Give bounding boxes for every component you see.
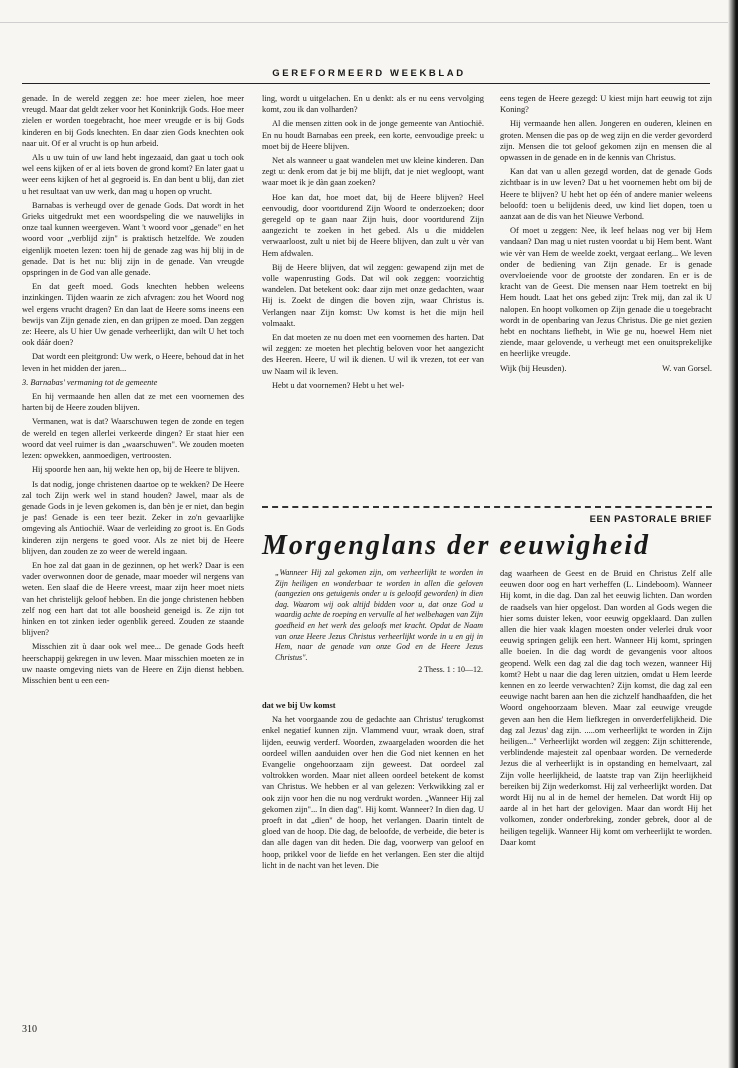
quote-reference: 2 Thess. 1 : 10—12. xyxy=(418,665,483,675)
paragraph: Hebt u dat voornemen? Hebt u het wel- xyxy=(272,380,405,390)
paragraph: En dat moeten ze nu doen met een voornemen des harten. Dat wil zeggen: ze moeten het plechtig beloven voor het aangezicht des Heeren. Heere, U wil ik dienen. U wil ik vrezen, tot eer van uw Naam wil ik leven. xyxy=(262,333,484,376)
page-edge-shadow xyxy=(728,0,738,1068)
paragraph: Barnabas is verheugd over de genade Gods. Dat wordt in het Grieks uitgedrukt met een woordspeling die we nauwelijks in onze taal kunnen weergeven. Want 't woord voor „genade" en het woord voor „verblijd zijn" is praktisch hetzelfde. We zouden eigenlijk moeten lezen: toen hij de genade zag was hij blij in de genade. Dat is het nu: blij zijn in de genade. Van vreugde opspringen in de God van alle genade. xyxy=(22,200,244,278)
paragraph: Hoe kan dat, hoe moet dat, bij de Heere blijven? Heel eenvoudig, door voortdurend Zijn Woord te onderzoeken; door geregeld op te gaan naar Zijn huis, door voortdurend Zijn aangezicht te zoeken in het gebed. Als u die middelen verwaarloost, zult u niet bij de Heere blijven, dan zult u vèr van Hem afdwalen. xyxy=(262,192,484,258)
paragraph: En hoe zal dat gaan in de gezinnen, op het werk? Daar is een vader overwonnen door de genade, maar moeder wil nergens van weten. Een slaaf die de Heere vreest, maar zijn heer moet niets van het christelijk geloof hebben. En die jonge christenen hebben zelf nog een hart dat tot alle boosheid geneigd is. Ze zijn tot hinken en tot zinken ieder ogenblik gereed. Zouden ze staande blijven? xyxy=(22,560,244,638)
paragraph: eens tegen de Heere gezegd: U kiest mijn hart eeuwig tot zijn Koning? xyxy=(500,94,712,115)
column-3 xyxy=(500,93,712,374)
subheading: dat we bij Uw komst xyxy=(262,701,336,710)
paragraph: Dat wordt een pleitgrond: Uw werk, o Heere, behoud dat in het leven in het midden der jaren... xyxy=(22,352,244,373)
paragraph: Is dat nodig, jonge christenen daartoe op te wekken? De Heere zal toch Zijn werk wel in stand houden? Jawel, maar als de genade Gods in je leven gekomen is, dan bèn je er niet, dan begin je pas! Genade is een teer bezit. Zeker in zo'n gevaarlijke omgeving als Antiochië. Waar de verleiding zo groot is. En Gods kinderen zijn nergens te goed voor. Als ze niet bij de Heere blijven, dan zouden ze zo weer de wereld ingaan. xyxy=(22,479,244,556)
article-divider xyxy=(262,506,712,508)
paragraph: Of moet u zeggen: Nee, ik leef helaas nog ver bij Hem vandaan? Dan mag u niet rusten voordat u bij Hem bent. Want wie vèr van Hem de weelde zoekt, vergaat eerlang... We leven onder de bediening van Zijn genade. Er is genade overvloeiende voor de grootste der zondaren. En er is de kracht van de Geest. Die mensen naar Hem toetrekt en bij Hem houdt. Laat het ons gebed zijn: Trek mij, dan zal ik U nalopen. En hoopt volkomen op Zijn genade die u toegebracht wordt in de openbaring van Jezus Christus. Die ge niet gezien hebt en nochtans liefhebt, in Wie ge nu, hoewel Hem niet ziende, maar gelovende, u verheugt met een onuitsprekelijke en heerlijke vreugde. xyxy=(500,226,712,359)
paragraph: En dat geeft moed. Gods knechten hebben weleens inzinkingen. Tijden waarin ze zich afvragen: zou het Woord nog wel ergens vrucht dragen? En dan laat de Heere soms ineens een bewijs van Zijn genade zien, en dan grijpen ze moed. Dan zeggen ze: Heere, als U hier Uw genade verheerlijkt, dan wilt U het toch ook dáár doen? xyxy=(22,282,244,348)
signature-place: Wijk (bij Heusden). xyxy=(500,363,567,373)
signature-name: W. van Gorsel. xyxy=(662,363,712,373)
scripture-quote xyxy=(275,568,483,676)
paragraph: Na het voorgaande zou de gedachte aan Christus' terugkomst enkel negatief kunnen zijn. Vlammend vuur, wraak doen, straf lijden, eeuwig verderf. Woorden, zwaargeladen woorden die het oordeel willen aanduiden over hen die God niet kennen en het Evangelie ongehoorzaam zijn geweest. Dat oordeel zal voltrokken worden. Maar niet alleen oordeel betekent de komst van Christus. We hebben er al van gelezen: Verkwikking zal er ook zijn voor hen die nu nog verdrukt worden. „Wanneer Hij zal gekomen zijn"... In dien dag". Hij komt. Wanneer? In dien dag. U proeft in dat „dien" de hoop, het verlangen. Daarin tintelt de gloed van de hoop. Die dag, de beloofde, de verbeide, die beter is dan alle dagen van dit heden. Die dag, voorwerp van geloof en hoop, prikkel voor de liefde en het verlangen. Een ster die altijd licht in de nacht van het leven. Die xyxy=(262,715,484,870)
paragraph: En hij vermaande hen allen dat ze met een voornemen des harten bij de Heere zouden blijven. xyxy=(22,392,244,413)
header-rule xyxy=(22,83,710,84)
article-kicker: EEN PASTORALE BRIEF xyxy=(589,514,712,525)
running-header: GEREFORMEERD WEEKBLAD xyxy=(272,68,466,79)
quote-text: „Wanneer Hij zal gekomen zijn, om verheerlijkt te worden in Zijn heiligen en wonderbaar te worden in allen die geloven (aangezien ons getuigenis onder u is geloofd geworden) in dien dag. Waarom wij ook altijd bidden voor u, dat onze God u waardig achte de roeping en vervulle al het welbehagen van Zijn goedheid en het werk des geloofs met kracht. Opdat de Naam van onze Heere Jezus Christus verheerlijkt worde in u en gij in Hem, naar de genade van onze God en de Heere Jezus Christus". xyxy=(275,568,483,662)
paragraph: Vermanen, wat is dat? Waarschuwen tegen de zonde en tegen de wereld en tegen allerlei verkeerde dingen? Er staat hier een woord dat veel ruimer is dan „waarschuwen". We zouden moeten lezen: opwekken, aanmoedigen, vertroosten. xyxy=(22,417,244,461)
page-number: 310 xyxy=(22,1024,37,1035)
paragraph: Kan dat van u allen gezegd worden, dat de genade Gods zichtbaar is in uw leven? Dat u het voornemen hebt om bij de Heere te blijven? U hebt het op één of andere manier weleens beloofd: toen u belijdenis deed, uw kind liet dopen, toen u aanzat aan de dis van het Nieuwe Verbond. xyxy=(500,167,712,222)
paragraph: Hij vermaande hen allen. Jongeren en ouderen, kleinen en groten. Mensen die pas op de weg zijn en die verder gevorderd zijn. Mensen die tot geloof gekomen zijn en mensen die al opwassen in de genade en in de kennis van Christus. xyxy=(500,119,712,163)
article-column-1 xyxy=(262,700,484,874)
paragraph: Al die mensen zitten ook in de jonge gemeente van Antiochië. En nu houdt Barnabas een preek, een korte, eenvoudige preek: u moet bij de Heere blijven. xyxy=(262,119,484,151)
paragraph: Net als wanneer u gaat wandelen met uw kleine kinderen. Dan zegt u: denk erom dat je bij me blijft, dat je niet wegloopt, want waar moet ik je dàn gaan zoeken? xyxy=(262,156,484,188)
paragraph: genade. In de wereld zeggen ze: hoe meer zielen, hoe meer vreugd. Maar dat geldt zeker voor het Koninkrijk Gods. Hoe meer zielen er worden toegebracht, hoe meer vreugde er is bij Gods kinderen en bij Gods knechten. En daar zien Gods knechten ook naar uit. Of er al vrucht is op hun arbeid. xyxy=(22,94,244,148)
signature xyxy=(500,363,712,374)
paragraph: Hij spoorde hen aan, hij wekte hen op, bij de Heere te blijven. xyxy=(32,465,240,475)
paragraph: dag waarheen de Geest en de Bruid en Christus Zelf alle eeuwen door oog en hart verheffen (L. Lindeboom). Wanneer Hij komt, in die dag. Dan zal het eeuwig lichten. Dan worden de raadsels van hier opgelost. Dan worden al Gods wegen die hier soms duister leken, voor eeuwig opgeklaard. Dan zullen allen die hier vaak klagen moesten onder velerlei druk voor eeuwig springen gelijk een hert. Wanneer Hij komt, springen alle boeien. In die dag wordt de gevangenis voor altoos geopend. Welk een dag zal die dag toch wezen, wanneer Hij komt? Hebt u naar die dag leren uitzien, omdat u Hem leerde kennen en zo leerde verwachten? Zijn komst, die dag zal een eeuwige nacht baren aan hen die zichzelf handhaafden, die het Woord ongehoorzaam bleven. Maar zal eeuwige vreugde geven aan hen die Hem liefkregen in onverderfelijkheid. Die dag zal Jezus' dag zijn. .....om verheerlijkt te worden in Zijn heiligen..." Verheerlijkt worden wil zeggen: Zijn schitterende, verblindende majesteit zal openbaar worden. De vernederde Jezus die al verheerlijkt is in opstanding en hemelvaart, zal Zijn volle heerlijkheid, de laatste trap van Zijn heerlijkheid bereiken bij Zijn wederkomst. Hij zal verheerlijkt worden. Dat wordt Hij nu al in de hemel der hemelen. Dat wordt Hij op aarde al in het hart der gelovigen. Maar dan wordt Hij het volkomen, zonder onderbreking, zonder gebrek, door al de heiligen tegelijk. Wanneer Hij komt om verheerlijkt te worden. Daar komt xyxy=(500,569,712,847)
paragraph: ling, wordt u uitgelachen. En u denkt: als er nu eens vervolging komt, zou ik dan volharden? xyxy=(262,94,484,115)
column-2 xyxy=(262,93,484,394)
paragraph: Bij de Heere blijven, dat wil zeggen: gewapend zijn met de volle wapenrusting Gods. Dat wil ook zeggen: voorzichtig wandelen. Dat betekent ook: daar zijn met onze gedachten, waar Hij is. Zoekt de dingen die boven zijn, waar Christus is. Verlangen naar Zijn komst: Uw komst is het die mijn heil volmaakt. xyxy=(262,262,484,328)
column-1 xyxy=(22,93,244,689)
section-heading: 3. Barnabas' vermaning tot de gemeente xyxy=(22,377,158,387)
paragraph: Als u uw tuin of uw land hebt ingezaaid, dan gaat u toch ook wel eens kijken of er al iets boven de grond komt? En later gaat u weer eens kijken of het al gegroeid is. En dan bent u blij, dan ziet u het resultaat van uw werk, dan mag u hopen op vrucht. xyxy=(22,153,244,196)
article-title: Morgenglans der eeuwigheid xyxy=(262,530,651,561)
paragraph: Misschien zit ù daar ook wel mee... De genade Gods heeft heerschappij gekregen in uw leven. Maar misschien moeten ze in uw naaste omgeving niets van de Heere en Zijn dienst hebben. Misschien bent u een een- xyxy=(22,642,244,685)
article-column-2 xyxy=(500,568,712,851)
page-top-edge xyxy=(0,22,738,23)
